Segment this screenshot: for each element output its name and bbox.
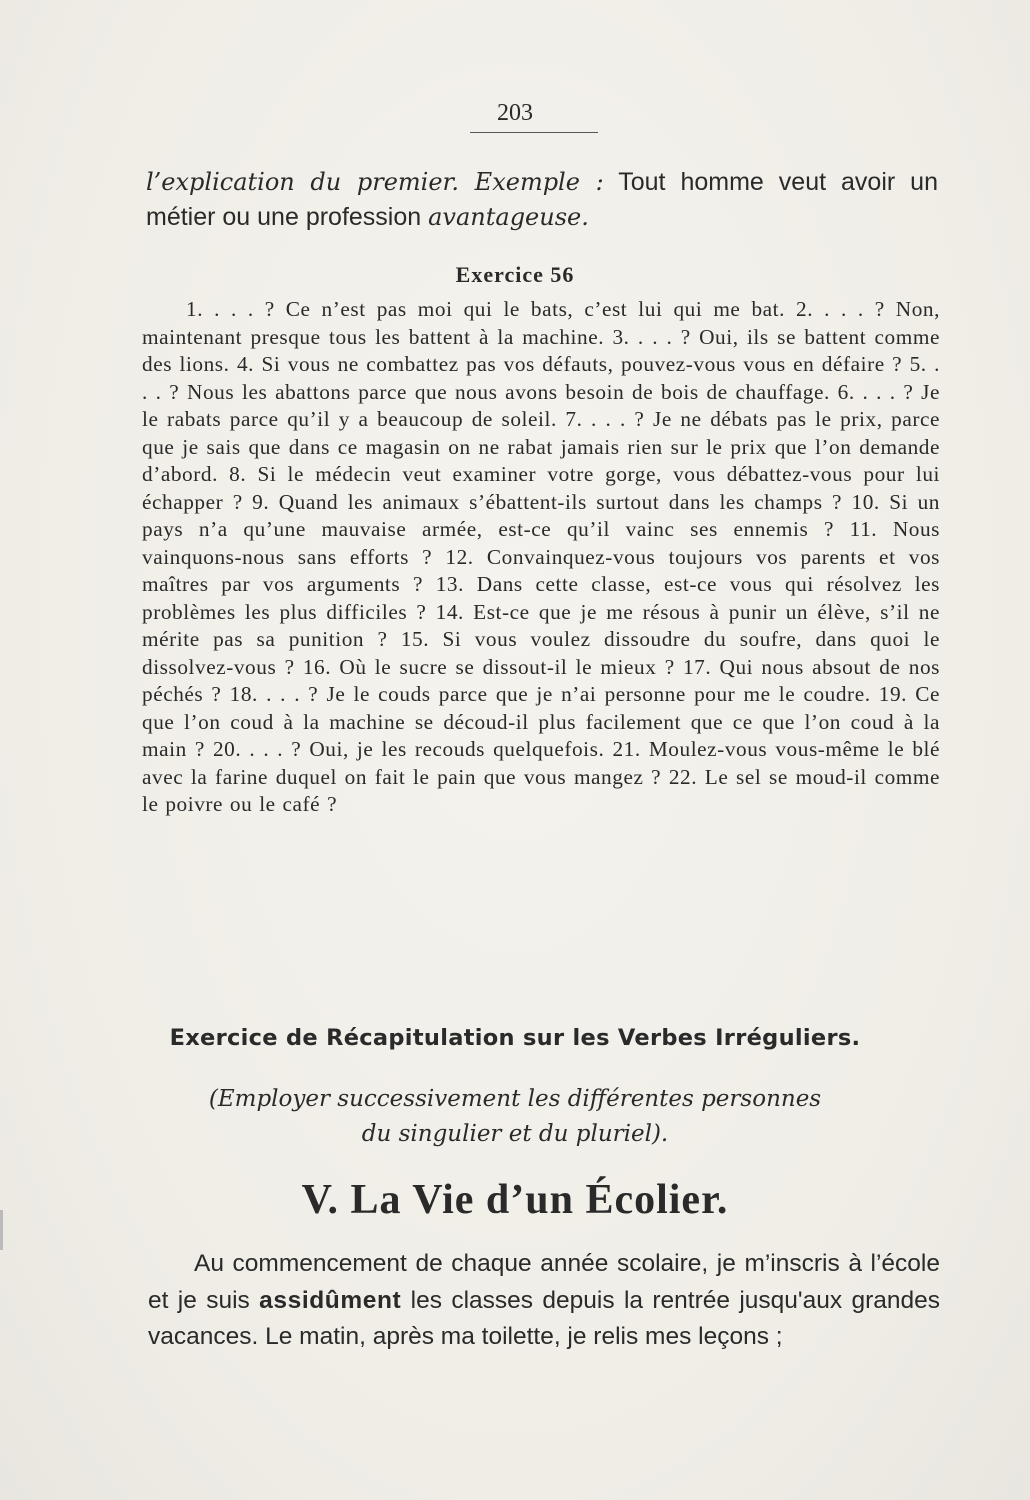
chapter-title: V. La Vie d’un Écolier.	[301, 1177, 729, 1223]
intro-italic-lead: l’explication du premier. Exemple :	[146, 168, 604, 196]
page-number-rule	[470, 132, 598, 133]
exercise-body: 1. . . . ? Ce n’est pas moi qui le bats, c’est lui qui me bat. 2. . . . ? Non, maintenant presque tous les battent à la machine. 3. . . . ? Oui, ils se battent comme des lions. 4. Si vous ne combattez pas vos défauts, pouvez-vous vous en défaire ? 5. . . . ? Nous les abattons parce que nous avons besoin de bois de chauffage. 6. . . . ? Je le rabats parce qu’il y a beaucoup de soleil. 7. . . . ? Je ne débats pas le prix, parce que je sais que dans ce magasin on ne rabat jamais rien sur le prix que l’on demande d’abord. 8. Si le médecin veut examiner votre gorge, vous débattez-vous pour lui échapper ? 9. Quand les animaux s’ébattent-ils surtout dans les champs ? 10. Si un pays n’a qu’une mauvaise armée, est-ce qu’il vainc ses ennemis ? 11. Nous vainquons-nous sans efforts ? 12. Convainquez-vous toujours vos parents et vos maîtres par vos arguments ? 13. Dans cette classe, est-ce vous qui résolvez les problèmes les plus difficiles ? 14. Est-ce que je me résous à punir un élève, s’il ne mérite pas sa punition ? 15. Si vous voulez dissoudre du soufre, dans quoi le dissolvez-vous ? 16. Où le sucre se dissout-il le mieux ? 17. Qui nous absout de nos péchés ? 18. . . . ? Je le couds parce que je n’ai personne pour me le coudre. 19. Ce que l’on coud à la machine se découd-il plus facilement que ce que l’on coud à la main ? 20. . . . ? Oui, je les recouds quelquefois. 21. Moulez-vous vous-même le blé avec la farine duquel on fait le pain que vous mangez ? 22. Le sel se moud-il comme le poivre ou le café ?	[142, 297, 940, 816]
intro-text: Tout homme veut avoir un métier ou une profession	[146, 168, 938, 231]
intro-paragraph	[146, 165, 938, 235]
intro-italic-tail: avantageuse.	[428, 203, 589, 231]
exercise-title: Exercice 56	[455, 262, 575, 287]
recap-note-line-1: (Employer successivement les différentes personnes	[208, 1086, 822, 1112]
story-text-1: Au commencement de chaque année scolaire, je m’inscris à l’école et je suis	[148, 1250, 940, 1314]
recap-note	[0, 1082, 1030, 1152]
story-bold-word: assidûment	[259, 1286, 402, 1314]
story-paragraph	[148, 1246, 940, 1356]
story-text-2: les classes depuis la rentrée jusqu'aux grandes vacances. Le matin, après ma toilette, je relis mes leçons ;	[148, 1286, 941, 1350]
recap-note-line-2: du singulier et du pluriel).	[361, 1121, 669, 1147]
margin-mark	[0, 1210, 3, 1250]
page-number: 203	[497, 100, 533, 126]
recap-title: Exercice de Récapitulation sur les Verbes Irréguliers.	[169, 1025, 861, 1051]
